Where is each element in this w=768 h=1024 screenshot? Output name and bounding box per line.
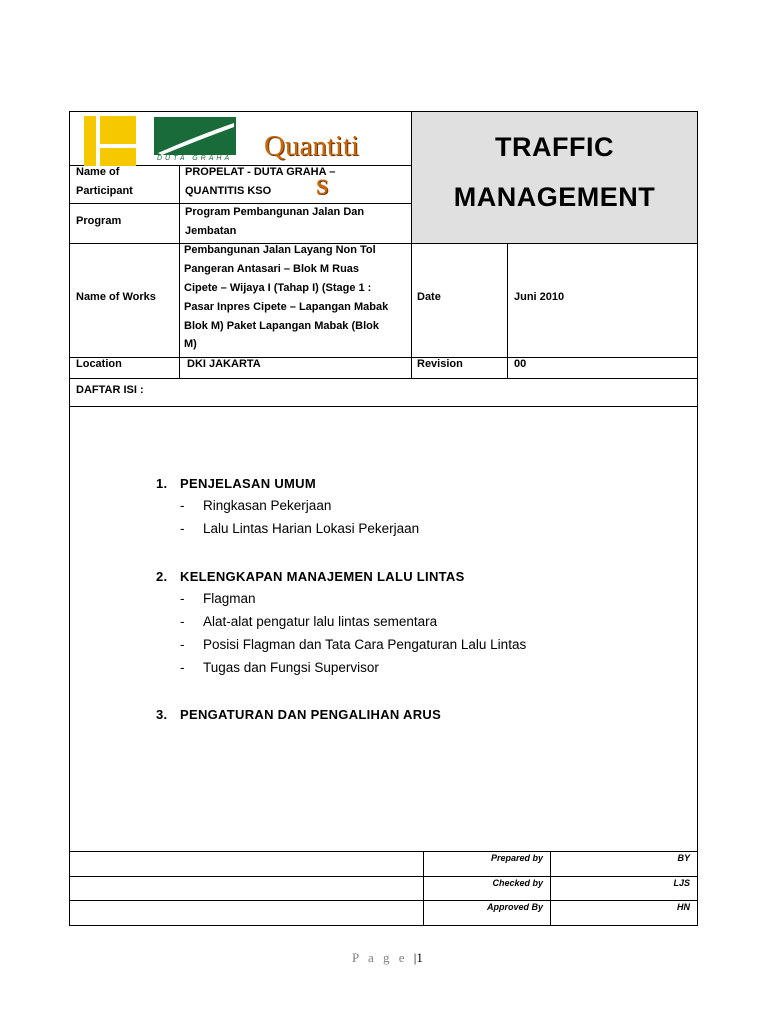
- participant-value: QUANTITIS KSO: [185, 185, 272, 197]
- bullet: -: [180, 521, 185, 536]
- approved-by-label: Approved By: [486, 902, 543, 912]
- toc-heading: DAFTAR ISI :: [76, 384, 144, 396]
- page-word: P a g e: [352, 950, 408, 965]
- works-value: Pasar Inpres Cipete – Lapangan Mabak: [184, 301, 389, 313]
- checked-by-label: Checked by: [492, 878, 543, 888]
- program-value: Program Pembangunan Jalan Dan: [185, 206, 365, 218]
- bullet: -: [180, 591, 185, 606]
- works-value: M): [184, 338, 197, 350]
- section-title: KELENGKAPAN MANAJEMEN LALU LINTAS: [180, 569, 465, 584]
- bullet: -: [180, 614, 185, 629]
- section-item: Tugas dan Fungsi Supervisor: [203, 660, 379, 675]
- participant-label: Name of: [76, 166, 120, 178]
- divider: [70, 851, 697, 852]
- divider: [70, 378, 697, 379]
- works-value: Pembangunan Jalan Layang Non Tol: [184, 244, 376, 256]
- divider: [70, 876, 697, 877]
- prepared-by-label: Prepared by: [490, 853, 543, 863]
- propelat-logo: [84, 116, 136, 166]
- divider: [70, 357, 697, 358]
- participant-value: PROPELAT - DUTA GRAHA –: [185, 166, 336, 178]
- section-item: Posisi Flagman dan Tata Cara Pengaturan Lalu Lintas: [203, 637, 527, 652]
- section-item: Flagman: [203, 591, 256, 606]
- works-value: Blok M) Paket Lapangan Mabak (Blok: [184, 320, 379, 332]
- section-title: PENJELASAN UMUM: [180, 476, 316, 491]
- section-item: Alat-alat pengatur lalu lintas sementara: [203, 614, 438, 629]
- program-label: Program: [76, 215, 122, 227]
- title-line-1: TRAFFIC: [495, 132, 614, 162]
- document-frame: [69, 111, 698, 926]
- program-value: Jembatan: [185, 225, 237, 237]
- divider: [70, 243, 697, 244]
- works-value: Cipete – Wijaya I (Tahap I) (Stage 1 :: [184, 282, 372, 294]
- page-separator: |: [413, 950, 417, 965]
- date-value: Juni 2010: [514, 291, 565, 303]
- divider: [507, 243, 508, 379]
- title-line-2: MANAGEMENT: [453, 182, 656, 212]
- page-number: 1: [416, 950, 426, 965]
- quantitis-logo-text-s: S: [316, 174, 329, 199]
- works-value: Pangeran Antasari – Blok M Ruas: [184, 263, 360, 275]
- location-label: Location: [76, 358, 122, 370]
- location-value: DKI JAKARTA: [187, 358, 261, 370]
- duta-graha-logo-text: DUTA GRAHA: [157, 155, 233, 162]
- bullet: -: [180, 498, 185, 513]
- checked-by-value: LJS: [673, 878, 690, 888]
- section-item: Lalu Lintas Harian Lokasi Pekerjaan: [203, 521, 420, 536]
- revision-label: Revision: [417, 358, 463, 370]
- revision-value: 00: [514, 358, 527, 370]
- date-label: Date: [417, 291, 441, 303]
- section-item: Ringkasan Pekerjaan: [203, 498, 332, 513]
- divider: [179, 165, 180, 379]
- page-footer: [352, 950, 426, 966]
- works-label: Name of Works: [76, 291, 156, 303]
- section-number: 1.: [156, 476, 168, 491]
- section-number: 3.: [156, 707, 168, 722]
- bullet: -: [180, 660, 185, 675]
- quantitis-logo-text: Quantiti: [264, 130, 360, 162]
- prepared-by-value: BY: [677, 853, 690, 863]
- participant-label: Participant: [76, 185, 133, 197]
- divider: [70, 900, 697, 901]
- section-title: PENGATURAN DAN PENGALIHAN ARUS: [180, 707, 442, 722]
- divider: [70, 406, 697, 407]
- approved-by-value: HN: [677, 902, 690, 912]
- section-number: 2.: [156, 569, 168, 584]
- bullet: -: [180, 637, 185, 652]
